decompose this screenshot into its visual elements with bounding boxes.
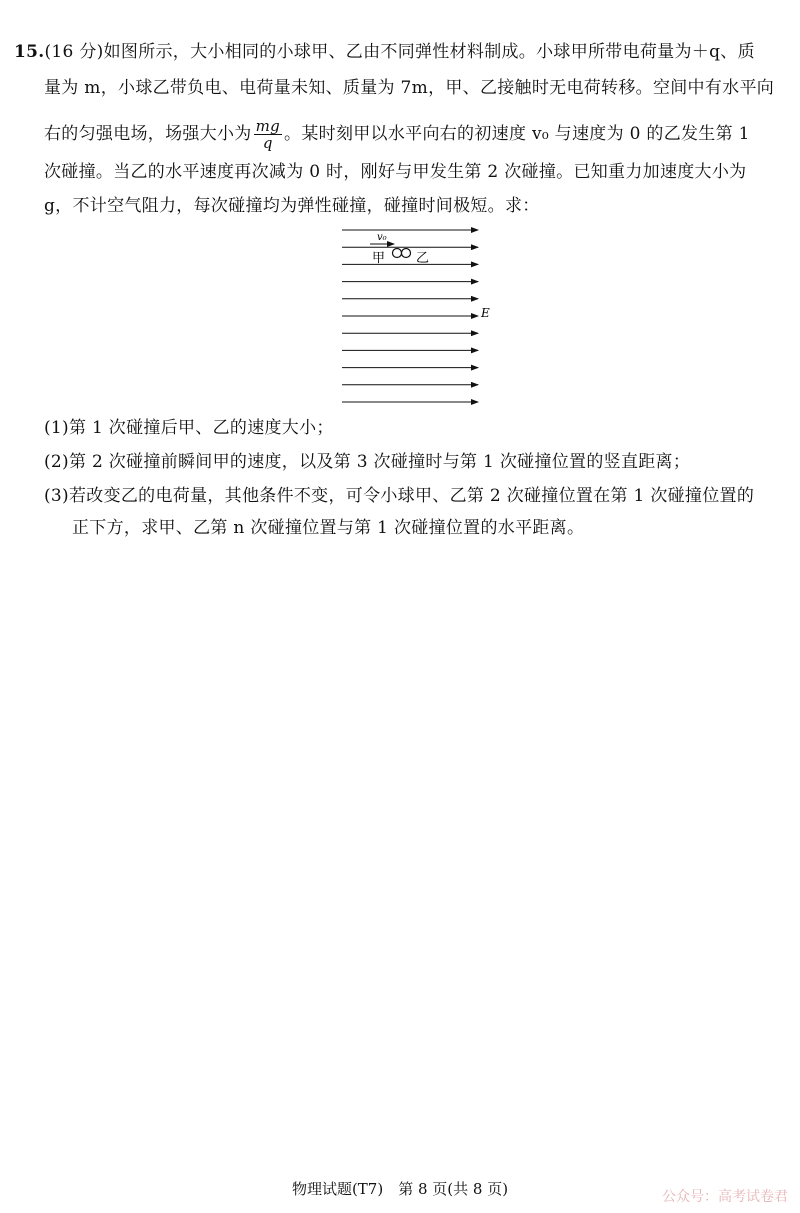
subquestion-1 (44, 416, 334, 440)
question-line-4 (44, 160, 746, 184)
question-line-2 (44, 76, 774, 100)
subquestion-1-text: (1)第 1 次碰撞后甲、乙的速度大小； (44, 418, 334, 438)
subquestion-2-text: (2)第 2 次碰撞前瞬间甲的速度，以及第 3 次碰撞时与第 1 次碰撞位置的竖直距离； (44, 452, 691, 472)
ball-a (393, 249, 402, 258)
question-text-3a: 右的匀强电场，场强大小为 (44, 124, 252, 144)
question-line-1 (14, 40, 755, 64)
subquestion-3 (44, 484, 754, 508)
subquestion-3-text: (3)若改变乙的电荷量，其他条件不变，可令小球甲、乙第 2 次碰撞位置在第 1 次碰撞位置的 (44, 486, 755, 506)
question-number: 15. (14, 42, 45, 62)
question-text-5: g，不计空气阻力，每次碰撞均为弹性碰撞，碰撞时间极短。求： (44, 196, 540, 216)
ball-b-label: 乙 (416, 251, 430, 266)
fraction-numerator: mg (255, 117, 281, 135)
fraction-denominator: q (262, 134, 273, 152)
subquestion-2 (44, 450, 690, 474)
subquestion-3-cont-text: 正下方，求甲、乙第 n 次碰撞位置与第 1 次碰撞位置的水平距离。 (72, 518, 585, 538)
question-text-4: 次碰撞。当乙的水平速度再次减为 0 时，刚好与甲发生第 2 次碰撞。已知重力加速度大小为 (44, 162, 747, 182)
page-footer: 物理试题(T7) 第 8 页(共 8 页) (291, 1180, 509, 1198)
question-line-3 (44, 118, 750, 151)
electric-field-diagram (330, 222, 500, 410)
question-line-5 (44, 194, 540, 218)
watermark: 公众号：高考试卷君 (662, 1189, 788, 1205)
ball-a-label: 甲 (372, 251, 386, 266)
question-points: (16 分) (44, 42, 104, 62)
ball-b (402, 249, 411, 258)
velocity-label: v₀ (377, 232, 387, 243)
question-text-2: 量为 m，小球乙带负电、电荷量未知、质量为 7m，甲、乙接触时无电荷转移。空间中有水平向 (44, 78, 775, 98)
question-text-1: 如图所示，大小相同的小球甲、乙由不同弹性材料制成。小球甲所带电荷量为＋q、质 (103, 42, 755, 62)
field-strength-fraction (254, 118, 282, 151)
subquestion-3-continued (72, 516, 584, 540)
field-label: E (481, 306, 490, 320)
question-text-3b: 。某时刻甲以水平向右的初速度 v₀ 与速度为 0 的乙发生第 1 (284, 124, 750, 144)
